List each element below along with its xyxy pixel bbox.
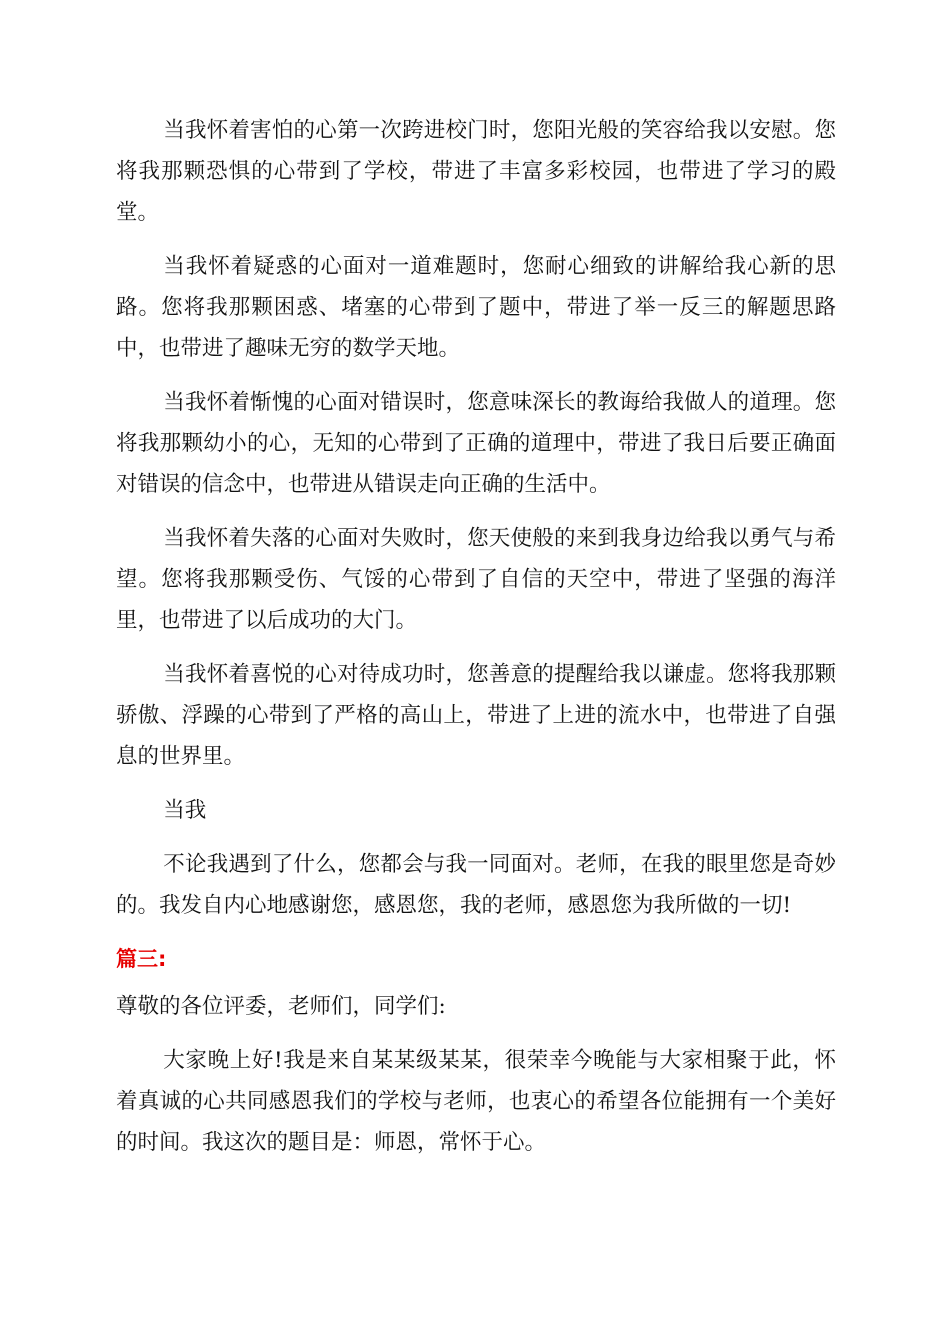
paragraph-8: 大家晚上好!我是来自某某级某某，很荣幸今晚能与大家相聚于此，怀着真诚的心共同感恩我们的学校与老师，也衷心的希望各位能拥有一个美好的时间。我这次的题目是：师恩，常怀于心。 — [116, 1048, 836, 1155]
paragraph-1: 当我怀着害怕的心第一次跨进校门时，您阳光般的笑容给我以安慰。您将我那颗恐惧的心带到了学校，带进了丰富多彩校园，也带进了学习的殿堂。 — [116, 118, 836, 225]
paragraph-2: 当我怀着疑惑的心面对一道难题时，您耐心细致的讲解给我心新的思路。您将我那颗困惑、堵塞的心带到了题中，带进了举一反三的解题思路中，也带进了趣味无穷的数学天地。 — [116, 254, 836, 361]
paragraph-5: 当我怀着喜悦的心对待成功时，您善意的提醒给我以谦虚。您将我那颗骄傲、浮躁的心带到了严格的高山上，带进了上进的流水中，也带进了自强息的世界里。 — [116, 662, 836, 769]
section-heading: 篇三: — [116, 947, 167, 971]
paragraph-3: 当我怀着惭愧的心面对错误时，您意味深长的教诲给我做人的道理。您将我那颗幼小的心，无知的心带到了正确的道理中，带进了我日后要正确面对错误的信念中，也带进从错误走向正确的生活中。 — [116, 390, 836, 497]
paragraph-6: 当我 — [163, 798, 207, 823]
paragraph-4: 当我怀着失落的心面对失败时，您天使般的来到我身边给我以勇气与希望。您将我那颗受伤、气馁的心带到了自信的天空中，带进了坚强的海洋里，也带进了以后成功的大门。 — [116, 526, 836, 633]
document-body — [116, 110, 836, 1176]
paragraph-7: 不论我遇到了什么，您都会与我一同面对。老师，在我的眼里您是奇妙的。我发自内心地感谢您，感恩您，我的老师，感恩您为我所做的一切! — [116, 852, 836, 918]
greeting: 尊敬的各位评委，老师们，同学们: — [116, 994, 446, 1019]
